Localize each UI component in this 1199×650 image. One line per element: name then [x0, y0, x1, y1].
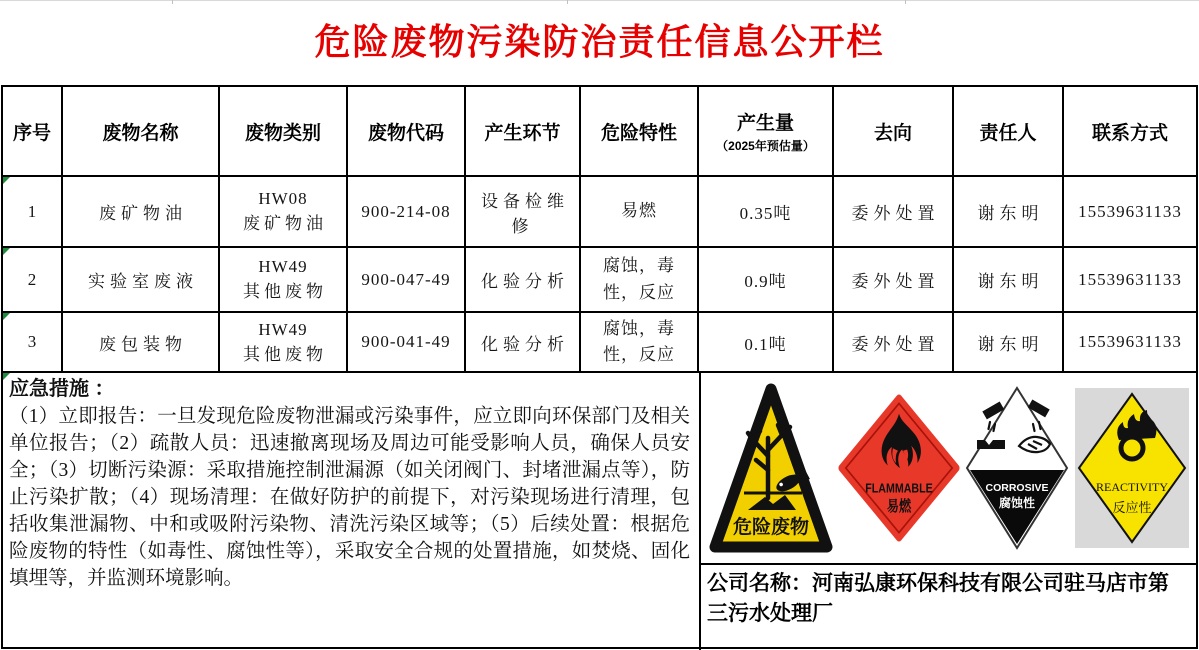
cell-amount: 0.9吨: [699, 248, 834, 313]
excel-error-marker: [3, 313, 10, 320]
amount-header-main: 产生量: [736, 113, 794, 134]
table-row-2-no: [3, 248, 63, 313]
cell-waste-category: [220, 177, 348, 248]
flammable-label-en: FLAMMABLE: [864, 480, 933, 496]
cell-contact: 15539631133: [1064, 248, 1196, 313]
cell-waste-code: 900-047-49: [348, 248, 466, 313]
flammable-sign-icon: [838, 394, 960, 542]
info-table: [1, 85, 1198, 649]
waste-table-grid: [3, 87, 1196, 373]
corrosive-sign-icon: [963, 384, 1071, 552]
spreadsheet-gridline: [0, 0, 1199, 1]
cell-hazard: [581, 313, 699, 373]
cell-person: 谢东明: [954, 313, 1064, 373]
cell-waste-name: 实验室废液: [63, 248, 220, 313]
corrosive-label-en: CORROSIVE: [985, 482, 1049, 494]
emergency-measures-body: （1）立即报告：一旦发现危险废物泄漏或污染事件，应立即向环保部门及相关单位报告；（2）疏散人员：迅速撤离现场及周边可能受影响人员，确保人员安全；（3）切断污染源：采取措施控制泄漏源（如关闭阀门、封堵泄漏点等），防止污染扩散；（4）现场清理：在做好防护的前提下，对污染现场进行清理，包括收集泄漏物、中和或吸附污染物、清洗污染区域等；（5）后续处置：根据危险废物的特性（如毒性、腐蚀性等），采取安全合规的处置措施，如焚烧、固化填埋等，并监测环境影响。: [9, 406, 690, 589]
excel-error-marker: [3, 373, 10, 380]
col-header-stage: 产生环节: [466, 87, 581, 177]
cell-destination: 委外处置: [834, 248, 954, 313]
col-header-waste-code: 废物代码: [348, 87, 466, 177]
cell-amount: 0.1吨: [699, 313, 834, 373]
hazardous-waste-sign-icon: [708, 380, 834, 556]
category-code: HW08: [258, 189, 308, 208]
cell-waste-code: 900-041-49: [348, 313, 466, 373]
emergency-measures-title: 应急措施 ：: [9, 378, 115, 400]
excel-error-marker: [3, 248, 10, 255]
hazard-text: 腐蚀，毒性，反应: [603, 318, 675, 364]
flammable-label-zh: 易燃: [886, 498, 911, 515]
category-code: HW49: [258, 319, 308, 339]
col-header-destination: 去向: [834, 87, 954, 177]
bottom-section: [3, 373, 1196, 650]
gridline-tick: [172, 0, 173, 4]
right-column: [701, 373, 1196, 650]
reactivity-label-en: REACTIVITY: [1095, 480, 1168, 494]
col-header-contact: 联系方式: [1064, 87, 1196, 177]
hazard-text: 易燃: [621, 201, 657, 221]
company-name: 公司名称：河南弘康环保科技有限公司驻马店市第三污水处理厂: [701, 563, 1196, 650]
reactivity-label-zh: 反应性: [1112, 500, 1152, 515]
cell-destination: 委外处置: [834, 177, 954, 248]
cell-stage: 设备检维修: [466, 177, 581, 248]
cell-contact: 15539631133: [1064, 177, 1196, 248]
cell-waste-category: [220, 313, 348, 373]
cell-stage: 化验分析: [466, 313, 581, 373]
cell-no: 1: [27, 201, 37, 221]
col-header-waste-name: 废物名称: [63, 87, 220, 177]
cell-contact: 15539631133: [1064, 313, 1196, 373]
corrosive-label-zh: 腐蚀性: [999, 496, 1036, 510]
reactivity-sign-icon: [1075, 388, 1189, 548]
table-row-3-no: [3, 313, 63, 373]
cell-person: 谢东明: [954, 248, 1064, 313]
emergency-measures: [3, 373, 701, 650]
cell-waste-code: 900-214-08: [348, 177, 466, 248]
cell-hazard: [581, 177, 699, 248]
cell-person: 谢东明: [954, 177, 1064, 248]
table-row-1-no: [3, 177, 63, 248]
col-header-hazard: 危险特性: [581, 87, 699, 177]
cell-waste-name: 废矿物油: [63, 177, 220, 248]
col-header-waste-category: 废物类别: [220, 87, 348, 177]
cell-amount: 0.35吨: [699, 177, 834, 248]
cell-no: 2: [27, 269, 37, 289]
page-title: 危险废物污染防治责任信息公开栏: [314, 22, 885, 62]
category-name: 其他废物: [243, 344, 327, 364]
cell-waste-category: [220, 248, 348, 313]
hazard-text: 腐蚀，毒性，反应: [603, 256, 675, 302]
category-name: 其他废物: [243, 282, 327, 301]
excel-error-marker: [3, 177, 10, 184]
col-header-amount: [699, 87, 834, 177]
cell-waste-name: 废包装物: [63, 313, 220, 373]
gridline-tick: [567, 0, 568, 4]
cell-stage: 化验分析: [466, 248, 581, 313]
cell-destination: 委外处置: [834, 313, 954, 373]
cell-hazard: [581, 248, 699, 313]
hazardous-waste-label: 危险废物: [732, 517, 810, 538]
category-code: HW49: [258, 257, 308, 276]
hazard-icons-strip: [701, 373, 1196, 563]
col-header-no: 序号: [3, 87, 63, 177]
col-header-person: 责任人: [954, 87, 1064, 177]
gridline-tick: [905, 0, 906, 4]
category-name: 废矿物油: [243, 214, 327, 233]
cell-no: 3: [27, 332, 37, 351]
amount-header-sub: （2025年预估量）: [716, 139, 815, 153]
